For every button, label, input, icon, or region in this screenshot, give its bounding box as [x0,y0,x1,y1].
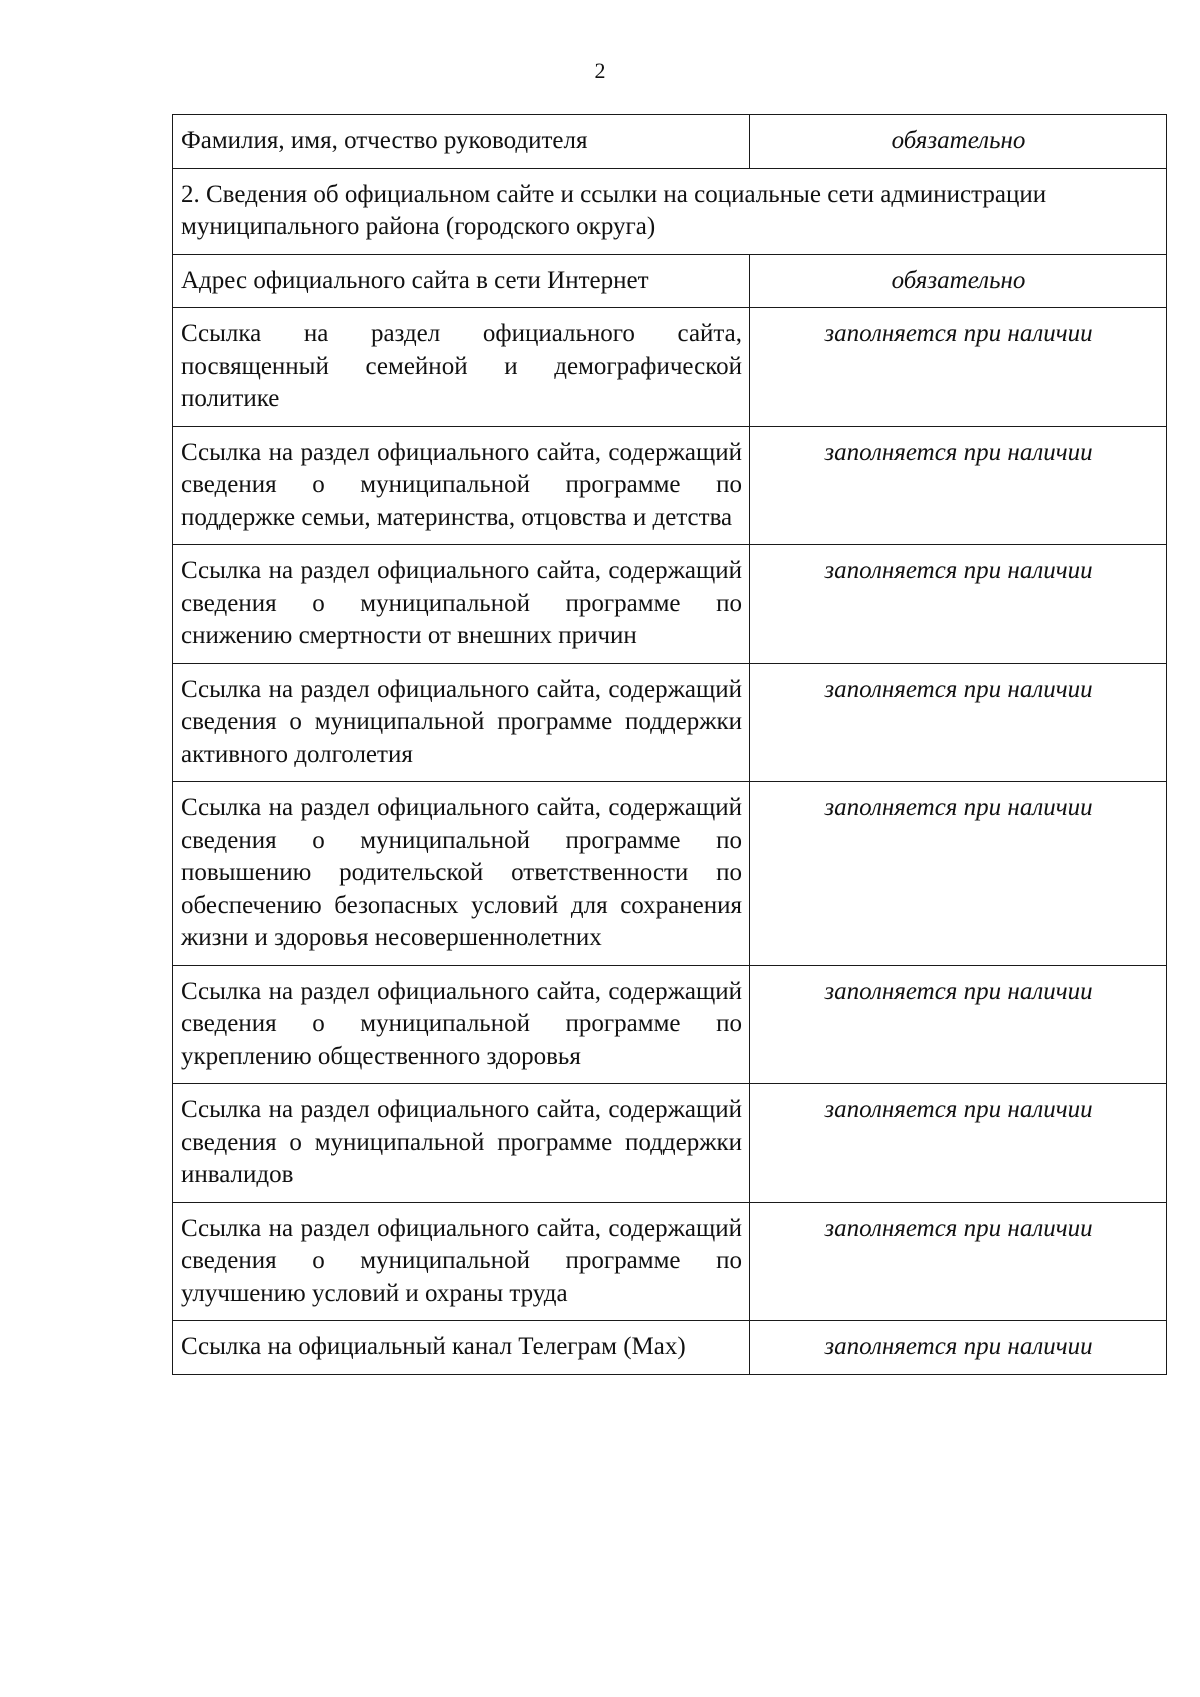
table-section-row [173,168,1167,254]
table-row [173,965,1167,1084]
row-label: Ссылка на раздел официального сайта, содержащий сведения о муниципальной программе по улучшению условий и охраны труда [173,1202,750,1321]
page-number: 2 [594,58,606,83]
table-row [173,782,1167,966]
table-row [173,426,1167,545]
table-row [173,254,1167,308]
document-table [172,114,1167,1375]
row-label: Ссылка на раздел официального сайта, посвященный семейной и демографической политике [173,308,750,427]
row-label: Адрес официального сайта в сети Интернет [173,254,750,308]
table-row [173,115,1167,169]
row-label: Ссылка на раздел официального сайта, содержащий сведения о муниципальной программе по поддержке семьи, материнства, отцовства и детства [173,426,750,545]
row-value: заполняется при наличии [750,1202,1167,1321]
row-value: заполняется при наличии [750,782,1167,966]
table-row [173,663,1167,782]
table-row [173,308,1167,427]
row-value: обязательно [750,115,1167,169]
row-value: заполняется при наличии [750,965,1167,1084]
table-row [173,1202,1167,1321]
row-value: заполняется при наличии [750,545,1167,664]
table-row [173,545,1167,664]
row-label: Ссылка на официальный канал Телеграм (Max) [173,1321,750,1375]
row-label: Фамилия, имя, отчество руководителя [173,115,750,169]
row-label: Ссылка на раздел официального сайта, содержащий сведения о муниципальной программе по укреплению общественного здоровья [173,965,750,1084]
row-value: заполняется при наличии [750,663,1167,782]
row-value: заполняется при наличии [750,1321,1167,1375]
section-heading: 2. Сведения об официальном сайте и ссылки на социальные сети администрации муниципального района (городского округа) [173,168,1167,254]
table-row [173,1321,1167,1375]
row-value: заполняется при наличии [750,1084,1167,1203]
row-value: заполняется при наличии [750,308,1167,427]
row-label: Ссылка на раздел официального сайта, содержащий сведения о муниципальной программе поддержки активного долголетия [173,663,750,782]
row-value: заполняется при наличии [750,426,1167,545]
row-label: Ссылка на раздел официального сайта, содержащий сведения о муниципальной программе поддержки инвалидов [173,1084,750,1203]
row-label: Ссылка на раздел официального сайта, содержащий сведения о муниципальной программе по повышению родительской ответственности по обеспечению безопасных условий для сохранения жизни и здоровья несовершеннолетних [173,782,750,966]
row-label: Ссылка на раздел официального сайта, содержащий сведения о муниципальной программе по снижению смертности от внешних причин [173,545,750,664]
row-value: обязательно [750,254,1167,308]
table-row [173,1084,1167,1203]
